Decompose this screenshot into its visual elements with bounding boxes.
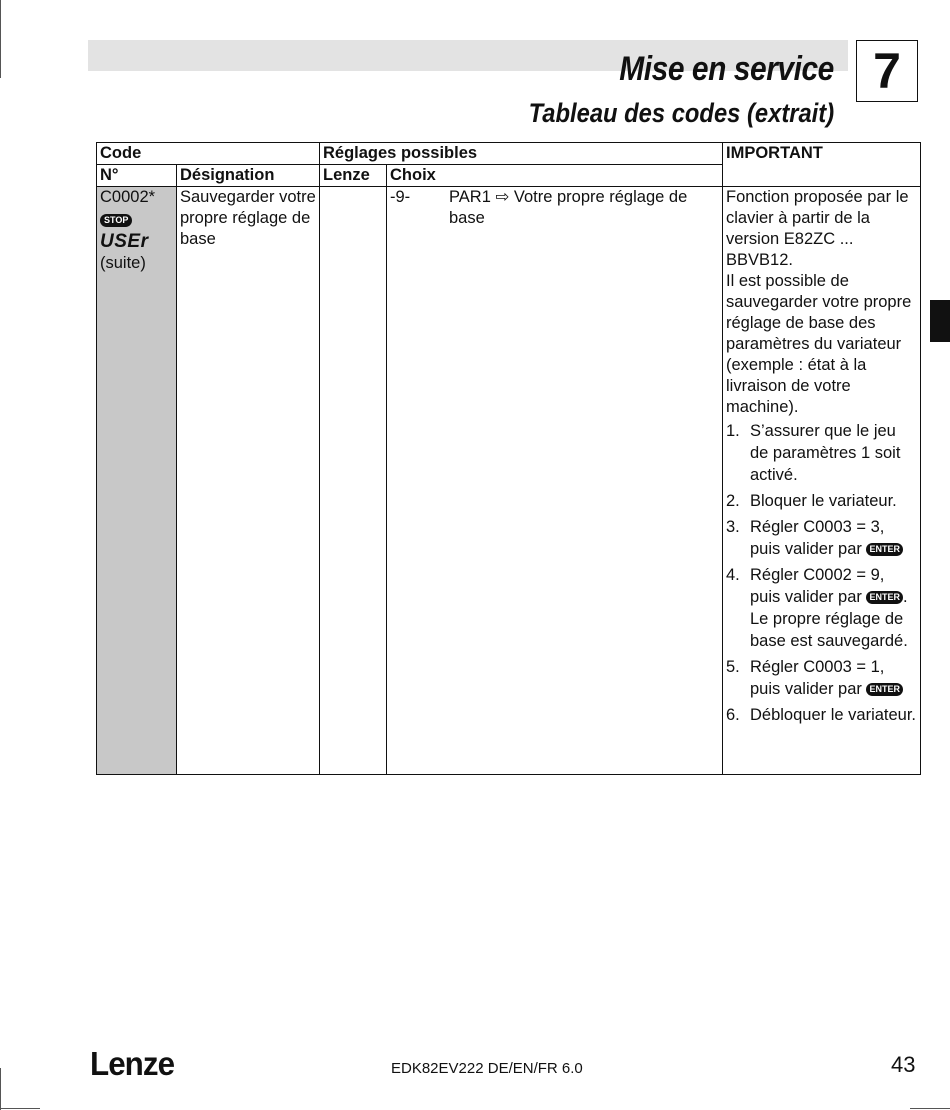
enter-key-icon: ENTER	[866, 543, 903, 556]
continued-label: (suite)	[100, 254, 146, 272]
step-number: 1.	[726, 422, 740, 440]
stop-key-icon: STOP	[100, 214, 132, 227]
page-number: 43	[891, 1052, 916, 1077]
lenze-logo: Lenze	[90, 1045, 175, 1082]
list-item	[726, 420, 917, 486]
cell-code-number	[97, 187, 177, 775]
step-text: S’assurer que le jeu de paramètres 1 soit activé.	[750, 422, 901, 484]
step-text-main: Régler C0003 = 1, puis valider par	[750, 658, 885, 698]
header-important: IMPORTANT	[723, 143, 921, 187]
cell-designation: Sauvegarder votre propre réglage de base	[177, 187, 320, 775]
step-text	[750, 656, 917, 700]
step-text-main: Régler C0003 = 3, puis valider par	[750, 518, 885, 558]
step-number: 5.	[726, 658, 740, 676]
cell-choice	[387, 187, 723, 775]
important-desc: Il est possible de sauvegarder votre propre réglage de base des paramètres du variateur (exemple : état à la livraison de votre machine).	[726, 272, 912, 416]
chapter-number: 7	[856, 40, 918, 102]
list-item	[726, 516, 917, 560]
header-choice: Choix	[387, 165, 723, 187]
header-lenze: Lenze	[320, 165, 387, 187]
display-code: USEr	[100, 231, 149, 252]
chapter-side-tab	[930, 300, 950, 342]
header-designation: Désignation	[177, 165, 320, 187]
list-item	[726, 564, 917, 652]
header-settings: Réglages possibles	[320, 143, 723, 165]
step-number: 2.	[726, 492, 740, 510]
step-text: Débloquer le variateur.	[750, 706, 917, 724]
step-text	[750, 564, 917, 652]
important-intro: Fonction proposée par le clavier à partir de la version E82ZC ... BBVB12.	[726, 188, 909, 269]
header-code: Code	[97, 143, 320, 165]
cell-lenze	[320, 187, 387, 775]
document-reference: EDK82EV222 DE/EN/FR 6.0	[391, 1060, 583, 1077]
step-number: 6.	[726, 706, 740, 724]
crop-mark	[910, 1108, 950, 1109]
step-text-suffix: . Le propre réglage de base est sauvegardé.	[750, 588, 908, 650]
choice-text: PAR1 ⇨ Votre propre réglage de base	[449, 188, 688, 227]
step-number: 3.	[726, 518, 740, 536]
enter-key-icon: ENTER	[866, 591, 903, 604]
list-item	[726, 704, 917, 726]
crop-mark	[0, 0, 1, 78]
step-text: Bloquer le variateur.	[750, 492, 897, 510]
enter-key-icon: ENTER	[866, 683, 903, 696]
page-subtitle: Tableau des codes (extrait)	[528, 98, 834, 128]
step-number: 4.	[726, 566, 740, 584]
header-no: N°	[97, 165, 177, 187]
choice-value: -9-	[390, 188, 411, 206]
step-text	[750, 516, 917, 560]
step-text-main: Régler C0002 = 9, puis valider par	[750, 566, 885, 606]
code-table	[96, 142, 921, 775]
list-item	[726, 656, 917, 700]
step-list	[726, 420, 917, 726]
list-item	[726, 490, 917, 512]
crop-mark	[0, 1108, 40, 1109]
crop-mark	[0, 1068, 1, 1110]
page-title: Mise en service	[619, 50, 834, 88]
code-number: C0002*	[100, 188, 156, 206]
cell-important	[723, 187, 921, 775]
